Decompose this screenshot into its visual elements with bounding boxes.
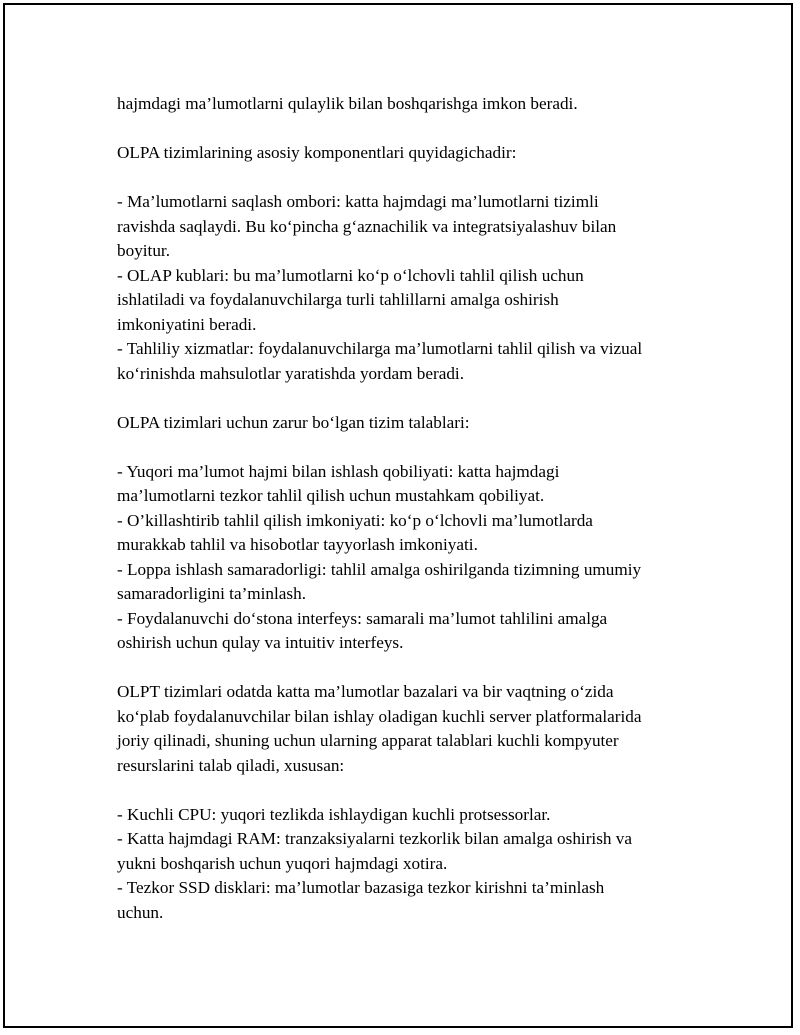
text-line: ma’lumotlarni tezkor tahlil qilish uchun mustahkam qobiliyat. [117, 486, 545, 505]
text-line: ravishda saqlaydi. Bu koʻpincha gʻaznachilik va integratsiyalashuv bilan [117, 216, 617, 236]
text-line: - O’killashtirib tahlil qilish imkoniyati: koʻp oʻlchovli ma’lumotlarda [117, 510, 593, 530]
list-hardware-requirements [117, 803, 697, 926]
text-line: - Yuqori ma’lumot hajmi bilan ishlash qobiliyati: katta hajmdagi [117, 461, 560, 481]
text-line: OLPT tizimlari odatda katta ma’lumotlar bazalari va bir vaqtning oʻzida [117, 682, 614, 701]
text-line: samaradorligini ta’minlash. [117, 584, 307, 603]
text-line: - Tezkor SSD disklari: ma’lumotlar bazasiga tezkor kirishni ta’minlash [117, 878, 605, 897]
text-line: - OLAP kublari: bu ma’lumotlarni koʻp oʻlchovli tahlil qilish uchun [117, 265, 584, 285]
text-line: - Foydalanuvchi doʻstona interfeys: samarali ma’lumot tahlilini amalga [117, 608, 608, 628]
list-system-requirements [117, 460, 697, 656]
text-line: - Ma’lumotlarni saqlash ombori: katta hajmdagi ma’lumotlarni tizimli [117, 192, 599, 211]
text-line: uchun. [117, 902, 164, 922]
text-line: resurslarini talab qiladi, xususan: [117, 755, 345, 775]
text-line: OLPA tizimlarining asosiy komponentlari quyidagichadir: [117, 143, 517, 162]
text-line: joriy qilinadi, shuning uchun ularning apparat talablari kuchli kompyuter [117, 731, 619, 750]
text-line: koʻrinishda mahsulotlar yaratishda yordam beradi. [117, 363, 464, 383]
text-line: - Tahliliy xizmatlar: foydalanuvchilarga ma’lumotlarni tahlil qilish va vizual [117, 339, 643, 358]
list-olpa-components [117, 190, 697, 386]
text-line: koʻplab foydalanuvchilar bilan ishlay oladigan kuchli server platformalarida [117, 706, 642, 726]
text-line: - Kuchli CPU: yuqori tezlikda ishlaydigan kuchli protsessorlar. [117, 804, 551, 824]
paragraph-oltp-platforms [117, 680, 697, 778]
text-line: hajmdagi ma’lumotlarni qulaylik bilan boshqarishga imkon beradi. [117, 94, 578, 113]
text-line: yukni boshqarish uchun yuqori hajmdagi xotira. [117, 853, 448, 873]
paragraph-olpa-components-heading [117, 141, 697, 166]
paragraph-intro-continuation [117, 92, 697, 117]
paragraph-system-requirements-heading [117, 411, 697, 436]
text-line: boyitur. [117, 241, 170, 260]
document-body [117, 92, 697, 950]
text-line: murakkab tahlil va hisobotlar tayyorlash imkoniyati. [117, 535, 478, 554]
text-line: imkoniyatini beradi. [117, 314, 257, 334]
text-line: oshirish uchun qulay va intuitiv interfeys. [117, 633, 404, 652]
text-line: - Katta hajmdagi RAM: tranzaksiyalarni tezkorlik bilan amalga oshirish va [117, 829, 632, 848]
text-line: - Loppa ishlash samaradorligi: tahlil amalga oshirilganda tizimning umumiy [117, 559, 642, 579]
text-line: ishlatiladi va foydalanuvchilarga turli tahlillarni amalga oshirish [117, 290, 559, 309]
text-line: OLPA tizimlari uchun zarur boʻlgan tizim talablari: [117, 412, 470, 432]
